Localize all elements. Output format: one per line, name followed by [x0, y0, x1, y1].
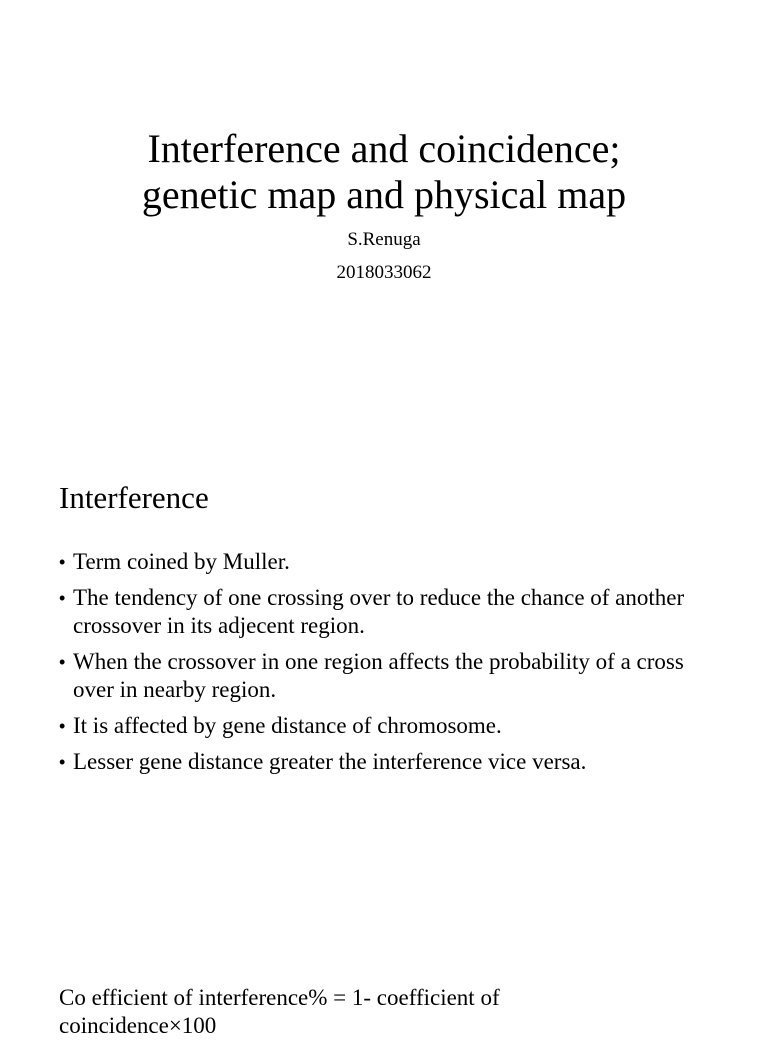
title-slide	[0, 0, 768, 432]
list-item	[59, 712, 719, 740]
registration-number: 2018033062	[336, 262, 432, 283]
slide-heading: Interference	[59, 480, 209, 515]
bullet-icon: •	[59, 552, 66, 572]
title-line-1: Interference and coincidence;	[147, 126, 621, 171]
bullet-icon: •	[59, 716, 66, 736]
presentation-title	[0, 126, 768, 218]
interference-formula: Co efficient of interference% = 1- coefficient of coincidence×100	[59, 985, 500, 1038]
bullet-icon: •	[59, 588, 66, 608]
title-line-2: genetic map and physical map	[141, 172, 627, 217]
list-item	[59, 584, 719, 640]
list-item	[59, 648, 719, 704]
bullet-text: It is affected by gene distance of chromosome.	[73, 713, 502, 738]
bullet-icon: •	[59, 652, 66, 672]
interference-slide	[0, 432, 768, 864]
list-item	[59, 548, 719, 576]
list-item	[59, 748, 719, 776]
bullet-text: The tendency of one crossing over to reduce the chance of another crossover in its adjecent region.	[73, 585, 685, 638]
bullet-text: When the crossover in one region affects the probability of a cross over in nearby region.	[73, 649, 684, 702]
bullet-icon: •	[59, 752, 66, 772]
bullet-list	[59, 548, 719, 784]
bullet-text: Term coined by Muller.	[73, 549, 290, 574]
bullet-text: Lesser gene distance greater the interference vice versa.	[73, 749, 587, 774]
author-name: S.Renuga	[347, 229, 421, 250]
coefficient-slide	[0, 864, 768, 1038]
